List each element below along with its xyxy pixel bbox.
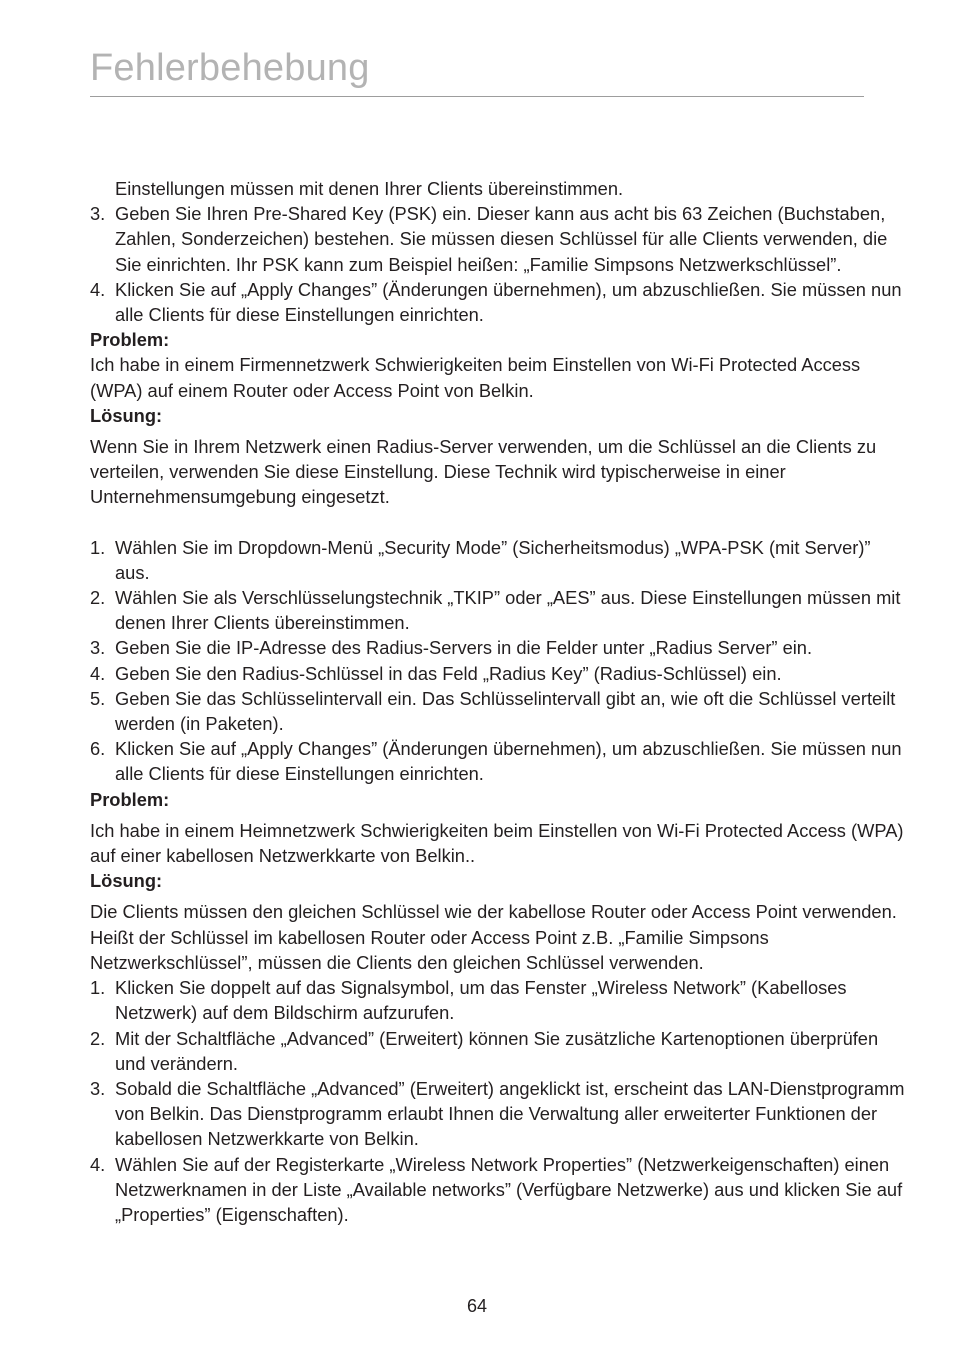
list-item <box>90 1026 905 1076</box>
list-item-number: 4. <box>90 1153 106 1175</box>
list-item-text: Klicken Sie auf „Apply Changes” (Änderungen übernehmen), um abzuschließen. Sie müssen nun alle Clients für diese Einstellungen einrichten. <box>115 278 902 326</box>
list-item-text: Wählen Sie auf der Registerkarte „Wireless Network Properties” (Netzwerkeigenschaften) einen Netzwerknamen in der Liste „Available networks” (Verfügbare Netzwerke) aus und klicken Sie auf „Properties” (Eigenschaften). <box>115 1153 903 1225</box>
list-item-number: 3. <box>90 203 106 225</box>
list-item-number: 4. <box>90 278 106 300</box>
list-item <box>90 661 905 686</box>
solution-text: Wenn Sie in Ihrem Netzwerk einen Radius-Server verwenden, um die Schlüssel an die Clients zu verteilen, verwenden Sie diese Einstellung. Diese Technik wird typischerweise in einer Unternehmensumgebung eingesetzt. <box>90 436 877 508</box>
list-item-number: 2. <box>90 1027 106 1049</box>
intro-continuation: Einstellungen müssen mit denen Ihrer Clients übereinstimmen. <box>115 178 624 199</box>
list-item <box>90 975 905 1025</box>
problem-heading: Problem: <box>90 788 170 810</box>
header-divider <box>90 96 864 97</box>
list-item-number: 3. <box>90 1077 106 1099</box>
solution-text: Die Clients müssen den gleichen Schlüssel wie der kabellose Router oder Access Point verwenden. Heißt der Schlüssel im kabellosen Router oder Access Point z.B. „Familie Simpsons Netzwerkschlüssel”, müssen die Clients den gleichen Schlüssel verwenden. <box>90 901 897 973</box>
problem-text: Ich habe in einem Heimnetzwerk Schwierigkeiten beim Einstellen von Wi-Fi Protected Access (WPA) auf einer kabellosen Netzwerkkarte von Belkin.. <box>90 819 904 867</box>
list-item <box>90 736 905 786</box>
intro-steps-list <box>90 201 905 327</box>
list-item-text: Wählen Sie als Verschlüsselungstechnik „TKIP” oder „AES” aus. Diese Einstellungen müssen mit denen Ihrer Clients übereinstimmen. <box>115 587 901 634</box>
solution-steps-list <box>90 975 905 1227</box>
list-item <box>90 585 905 635</box>
page-title: Fehlerbehebung <box>90 47 370 89</box>
list-item <box>90 635 905 660</box>
page-content <box>90 176 905 1227</box>
list-item-text: Geben Sie den Radius-Schlüssel in das Feld „Radius Key” (Radius-Schlüssel) ein. <box>115 662 782 684</box>
solution-heading: Lösung: <box>90 404 163 426</box>
list-item <box>90 535 905 585</box>
list-item <box>90 1076 905 1152</box>
list-item-number: 3. <box>90 637 106 659</box>
problem-heading: Problem: <box>90 329 170 351</box>
list-item <box>90 1152 905 1228</box>
problem-text: Ich habe in einem Firmennetzwerk Schwierigkeiten beim Einstellen von Wi-Fi Protected Access (WPA) auf einem Router oder Access Point von Belkin. <box>90 354 861 401</box>
list-item-text: Geben Sie die IP-Adresse des Radius-Servers in die Felder unter „Radius Server” ein. <box>115 637 813 659</box>
list-item-text: Wählen Sie im Dropdown-Menü „Security Mode” (Sicherheitsmodus) „WPA-PSK (mit Server)” aus. <box>115 536 871 583</box>
list-item-number: 1. <box>90 977 106 999</box>
list-item-number: 4. <box>90 662 106 684</box>
page-number: 64 <box>466 1296 488 1316</box>
list-item <box>90 277 905 327</box>
list-item-number: 5. <box>90 687 106 709</box>
list-item-number: 2. <box>90 587 106 609</box>
list-item <box>90 201 905 277</box>
list-item-text: Geben Sie Ihren Pre-Shared Key (PSK) ein. Dieser kann aus acht bis 63 Zeichen (Buchstaben, Zahlen, Sonderzeichen) bestehen. Sie müssen diesen Schlüssel für alle Clients verwenden, die Sie einrichten. Ihr PSK kann zum Beispiel heißen: „Familie Simpsons Netzwerkschlüssel”. <box>115 203 888 275</box>
solution-heading: Lösung: <box>90 870 163 892</box>
list-item-text: Geben Sie das Schlüsselintervall ein. Das Schlüsselintervall gibt an, wie oft die Schlüssel verteilt werden (in Paketen). <box>115 687 896 735</box>
list-item-number: 1. <box>90 536 106 558</box>
list-item-number: 6. <box>90 738 106 760</box>
list-item-text: Klicken Sie doppelt auf das Signalsymbol, um das Fenster „Wireless Network” (Kabelloses Netzwerk) auf dem Bildschirm aufzurufen. <box>115 977 847 1024</box>
list-item-text: Sobald die Schaltfläche „Advanced” (Erweitert) angeklickt ist, erscheint das LAN-Dienstprogramm von Belkin. Das Dienstprogramm erlaubt Ihnen die Verwaltung aller erweiterter Funktionen der kabellosen Netzwerkkarte von Belkin. <box>115 1077 905 1150</box>
solution-steps-list <box>90 535 905 787</box>
list-item-text: Mit der Schaltfläche „Advanced” (Erweitert) können Sie zusätzliche Kartenoptionen überprüfen und verändern. <box>115 1027 879 1074</box>
list-item-text: Klicken Sie auf „Apply Changes” (Änderungen übernehmen), um abzuschließen. Sie müssen nun alle Clients für diese Einstellungen einrichten. <box>115 738 902 785</box>
list-item <box>90 686 905 736</box>
